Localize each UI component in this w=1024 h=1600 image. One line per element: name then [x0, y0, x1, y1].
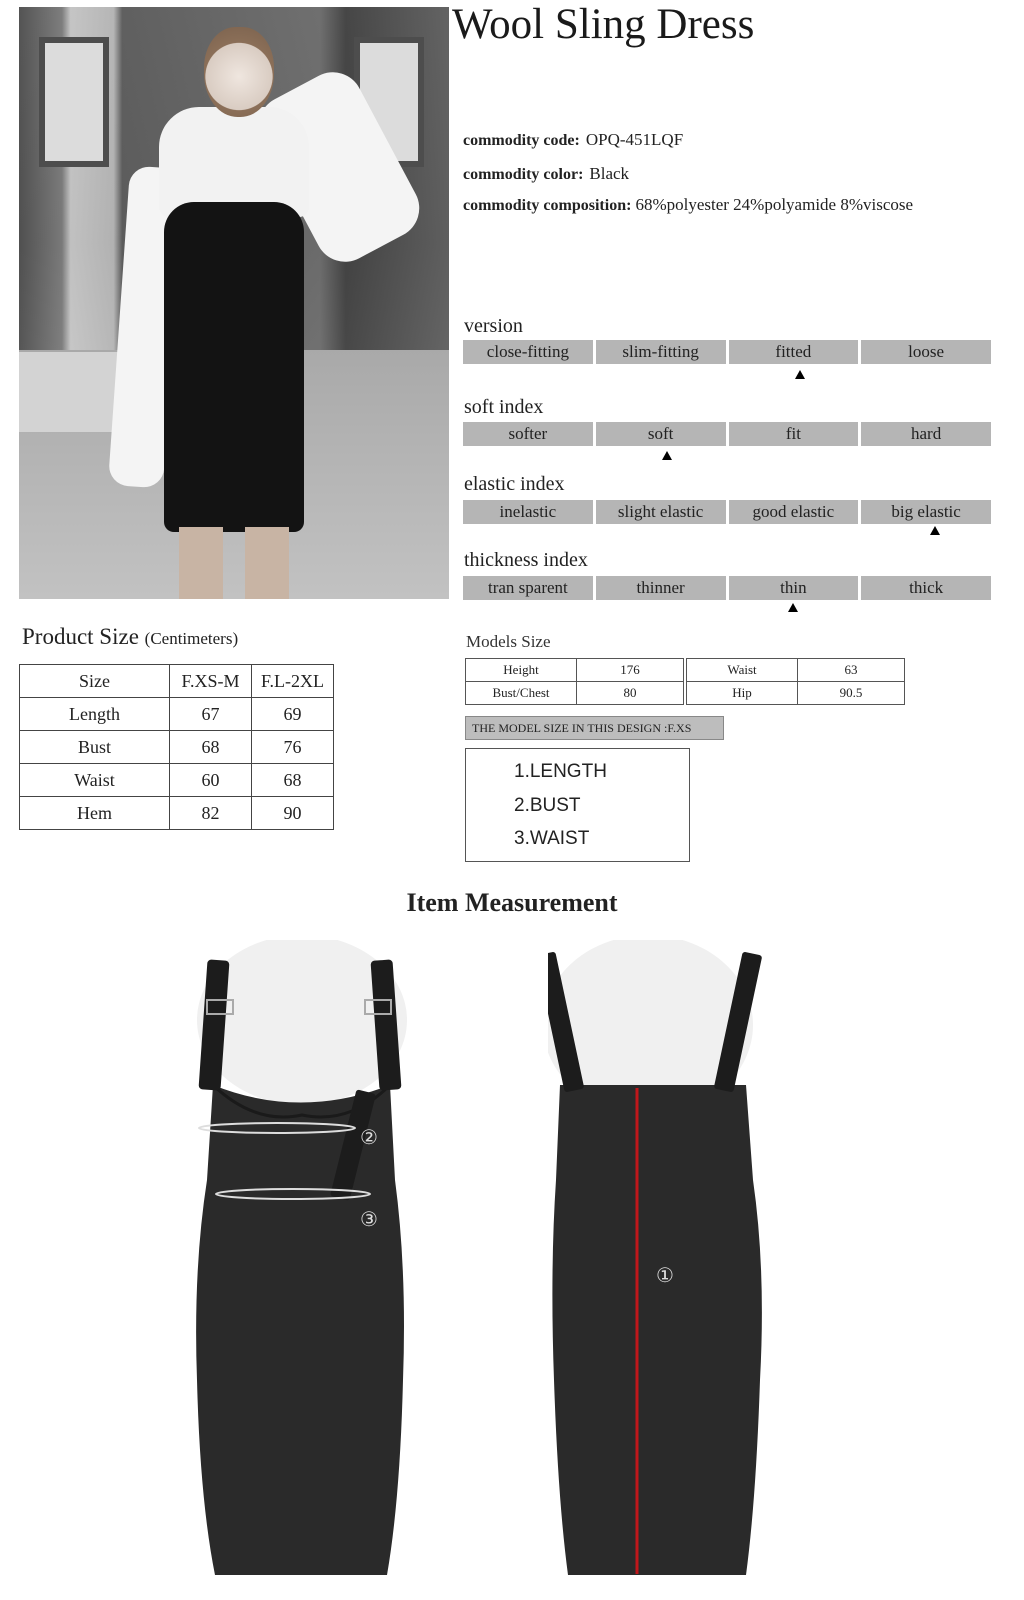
table-cell: Bust/Chest [466, 682, 577, 705]
table-row [687, 682, 905, 705]
measurement-legend [465, 748, 690, 862]
dress-body [552, 1085, 761, 1575]
soft-index-option: soft [596, 422, 726, 446]
table-cell: 63 [798, 659, 905, 682]
models-size-title: Models Size [466, 632, 551, 651]
table-cell: 68 [170, 731, 252, 764]
table-header-row [20, 665, 334, 698]
table-row [20, 764, 334, 797]
model-size-note: THE MODEL SIZE IN THIS DESIGN :F.XS [465, 716, 724, 740]
bust-marker: ② [360, 1125, 378, 1149]
models-size-table-left [465, 658, 684, 705]
table-cell: 176 [577, 659, 684, 682]
soft-index-option: softer [463, 422, 593, 446]
thickness-index-option: thinner [596, 576, 726, 600]
version-label: version [464, 315, 523, 337]
table-row [466, 682, 684, 705]
elastic-index-label: elastic index [464, 473, 565, 495]
table-cell: 90.5 [798, 682, 905, 705]
thickness-index-option: thin [729, 576, 859, 600]
table-cell: 67 [170, 698, 252, 731]
product-size-table [19, 664, 334, 830]
dress-body [196, 1085, 404, 1575]
commodity-code-value: OPQ-451LQF [585, 130, 684, 149]
product-size-title [22, 624, 238, 650]
soft-index-option: hard [861, 422, 991, 446]
waist-marker: ③ [360, 1207, 378, 1231]
photo-window [39, 37, 109, 167]
table-cell: Hem [20, 797, 170, 830]
table-cell: 68 [252, 764, 334, 797]
version-bar [463, 340, 991, 364]
elastic-index-option: big elastic [861, 500, 991, 524]
soft-index-label: soft index [464, 396, 544, 418]
elastic-index-selected-marker-icon [930, 526, 940, 535]
elastic-index-option: inelastic [463, 500, 593, 524]
thickness-index-bar [463, 576, 991, 600]
commodity-code-label: commodity code: [463, 132, 580, 149]
commodity-color [463, 164, 629, 184]
elastic-index-option: good elastic [729, 500, 859, 524]
length-marker: ① [656, 1263, 674, 1287]
table-row [20, 797, 334, 830]
model-white-top [159, 107, 309, 217]
table-row [20, 698, 334, 731]
soft-index-selected-marker-icon [662, 451, 672, 460]
commodity-composition-value: 68%polyester 24%polyamide 8%viscose [635, 195, 914, 214]
model-photo [19, 7, 449, 599]
version-option: slim-fitting [596, 340, 726, 364]
table-cell: Hip [687, 682, 798, 705]
table-header-cell: F.L-2XL [252, 665, 334, 698]
commodity-color-value: Black [589, 164, 630, 183]
table-cell: 76 [252, 731, 334, 764]
commodity-code [463, 130, 683, 150]
model-legs [179, 527, 289, 599]
table-cell: 60 [170, 764, 252, 797]
table-header-cell: Size [20, 665, 170, 698]
model-head [204, 27, 274, 117]
thickness-index-label: thickness index [464, 549, 588, 571]
product-size-heading: Product Size [22, 624, 139, 649]
table-cell: 82 [170, 797, 252, 830]
models-size-table-right [686, 658, 905, 705]
commodity-color-label: commodity color: [463, 166, 584, 183]
soft-index-bar [463, 422, 991, 446]
table-row [466, 659, 684, 682]
product-size-unit: (Centimeters) [144, 629, 239, 648]
legend-item-waist: 3.WAIST [514, 828, 590, 849]
dress-back-image [548, 940, 768, 1580]
table-row [20, 731, 334, 764]
version-option: fitted [729, 340, 859, 364]
version-option: loose [861, 340, 991, 364]
table-cell: 90 [252, 797, 334, 830]
item-measurement-title: Item Measurement [406, 888, 618, 917]
table-cell: Waist [20, 764, 170, 797]
table-cell: Length [20, 698, 170, 731]
legend-item-bust: 2.BUST [514, 795, 581, 816]
commodity-composition-label: commodity composition: [463, 197, 632, 214]
elastic-index-bar [463, 500, 991, 524]
thickness-index-selected-marker-icon [788, 603, 798, 612]
table-cell: Height [466, 659, 577, 682]
table-cell: 69 [252, 698, 334, 731]
commodity-composition [463, 195, 913, 215]
table-cell: Bust [20, 731, 170, 764]
thickness-index-option: tran sparent [463, 576, 593, 600]
model-black-dress [164, 202, 304, 532]
thickness-index-option: thick [861, 576, 991, 600]
table-cell: 80 [577, 682, 684, 705]
soft-index-option: fit [729, 422, 859, 446]
table-row [687, 659, 905, 682]
table-cell: Waist [687, 659, 798, 682]
elastic-index-option: slight elastic [596, 500, 726, 524]
version-selected-marker-icon [795, 370, 805, 379]
legend-item-length: 1.LENGTH [514, 761, 607, 782]
product-title: Wool Sling Dress [452, 1, 755, 48]
dress-front-image [185, 940, 415, 1580]
table-header-cell: F.XS-M [170, 665, 252, 698]
version-option: close-fitting [463, 340, 593, 364]
